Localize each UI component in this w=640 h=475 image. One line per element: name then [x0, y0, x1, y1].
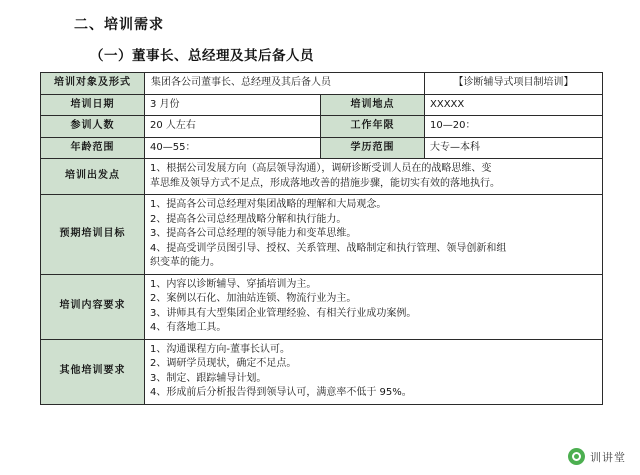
section-subtitle: （一）董事长、总经理及其后备人员	[90, 48, 314, 64]
row-value-starting-point	[145, 159, 603, 195]
text-line: 3、讲师具有大型集团企业管理经验、有相关行业成功案例。	[150, 307, 417, 319]
row-value-work-years: 10—20：	[425, 116, 603, 138]
text-line: 1、沟通课程方向-董事长认可。	[150, 343, 290, 355]
text-line: 1、内容以诊断辅导、穿插培训为主。	[150, 278, 317, 290]
watermark-label: 训讲堂	[590, 450, 626, 464]
text-line: 3、制定、跟踪辅导计划。	[150, 372, 267, 384]
text-line: 4、形成前后分析报告得到领导认可，满意率不低于 95%。	[150, 387, 412, 398]
row-label-other-requirements: 其他培训要求	[41, 339, 145, 404]
table-row	[41, 339, 603, 404]
text-line: 1、根据公司发展方向（高层领导沟通），调研诊断受训人员在的战略思维、变	[150, 163, 492, 174]
table-row	[41, 94, 603, 116]
row-value-content-requirements	[145, 274, 603, 339]
text-line: 2、案例以石化、加油站连锁、物流行业为主。	[150, 293, 357, 304]
text-line: 1、提高各公司总经理对集团战略的理解和大局观念。	[150, 199, 387, 210]
row-value-participant-count: 20 人左右	[145, 116, 321, 138]
row-label-training-date: 培训日期	[41, 94, 145, 116]
row-value-age-range: 40—55：	[145, 137, 321, 159]
row-label-work-years: 工作年限	[321, 116, 425, 138]
row-value-other-requirements	[145, 339, 603, 404]
row-note-training-format: 【诊断辅导式项目制培训】	[425, 73, 603, 95]
row-value-training-target: 集团各公司董事长、总经理及其后备人员	[145, 73, 425, 95]
table-row	[41, 159, 603, 195]
row-value-education-range: 大专—本科	[425, 137, 603, 159]
row-label-starting-point: 培训出发点	[41, 159, 145, 195]
green-circle-logo-icon	[568, 448, 585, 465]
row-label-expected-goals: 预期培训目标	[41, 195, 145, 275]
row-value-training-date: 3 月份	[145, 94, 321, 116]
page-title: 二、培训需求	[74, 17, 164, 33]
table-row	[41, 73, 603, 95]
text-line: 2、调研学员现状，确定不足点。	[150, 358, 297, 369]
row-label-education-range: 学历范围	[321, 137, 425, 159]
training-requirements-table	[40, 72, 603, 405]
table-row	[41, 195, 603, 275]
text-line: 4、提高受训学员图引导、授权、关系管理、战略制定和执行管理、领导创新和组	[150, 242, 507, 254]
table-row	[41, 137, 603, 159]
text-line: 3、提高各公司总经理的领导能力和变革思维。	[150, 228, 357, 239]
row-label-content-requirements: 培训内容要求	[41, 274, 145, 339]
row-value-training-location: XXXXX	[425, 94, 603, 116]
table-row	[41, 274, 603, 339]
row-value-expected-goals	[145, 195, 603, 275]
row-label-participant-count: 参训人数	[41, 116, 145, 138]
text-line: 4、有落地工具。	[150, 322, 227, 333]
watermark	[568, 448, 626, 465]
table-row	[41, 116, 603, 138]
row-label-training-target: 培训对象及形式	[41, 73, 145, 95]
row-label-age-range: 年龄范围	[41, 137, 145, 159]
text-line: 革思维及领导方式不足点，形成落地改善的措施步骤，能切实有效的落地执行。	[150, 177, 500, 189]
row-label-training-location: 培训地点	[321, 94, 425, 116]
text-line: 织变革的能力。	[150, 257, 220, 268]
text-line: 2、提高各公司总经理战略分解和执行能力。	[150, 213, 347, 225]
